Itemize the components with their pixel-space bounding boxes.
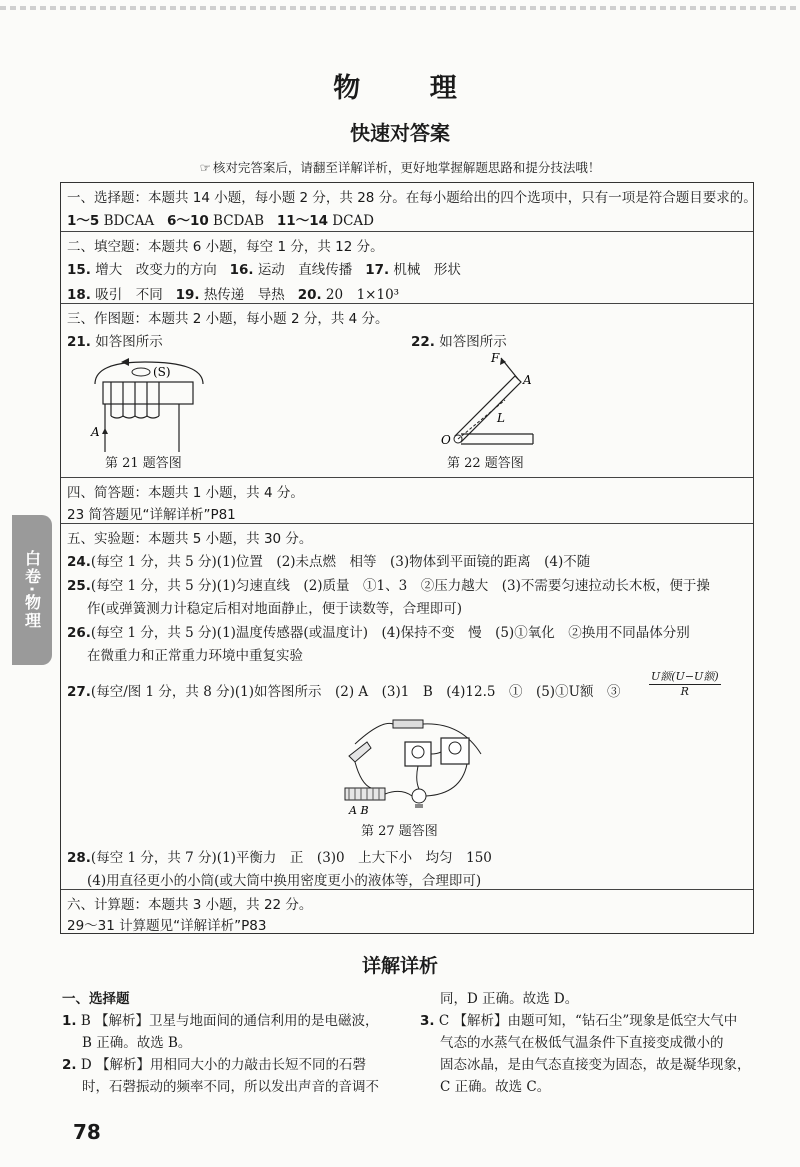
answer-value: 吸引 不同	[95, 287, 163, 303]
detail-q3	[420, 1010, 760, 1032]
section-header: 三、作图题：本题共 2 小题，每小题 2 分，共 4 分。	[67, 311, 389, 327]
explanation-text: 时，石磬振动的频率不同，所以发出声音的音调不	[82, 1079, 379, 1095]
explanation-text: 固态冰晶，是由气态直接变为固态，故是凝华现象，	[440, 1057, 751, 1073]
q-num: 24.	[67, 554, 91, 570]
section-header: 六、计算题：本题共 3 小题，共 22 分。	[67, 897, 313, 913]
explanation-text: B 正确。故选 B。	[82, 1035, 192, 1051]
q-num: 21.	[67, 334, 91, 350]
answer-value: BDCAA	[103, 213, 155, 229]
detail-title: 详解详析	[361, 955, 438, 977]
tip-line	[0, 158, 800, 176]
answer-value: 运动 直线传播	[257, 262, 353, 278]
answer-line: 23 简答题见“详解详析”P81	[67, 507, 236, 523]
fraction-denominator: R	[680, 685, 689, 698]
q-num: 1.	[62, 1013, 77, 1029]
answer-line	[67, 680, 620, 700]
q-num: 19.	[175, 287, 200, 303]
section-experiment	[61, 523, 753, 889]
answer-line: 29～31 计算题见“详解详析”P83	[67, 918, 267, 934]
detail-left-column	[62, 988, 402, 1098]
figure-22-label-l: L	[497, 411, 505, 425]
explanation-text: 同，D 正确。故选 D。	[440, 991, 579, 1007]
answer-line	[67, 330, 163, 350]
q-num: 15.	[67, 262, 91, 278]
detail-q2	[62, 1054, 402, 1076]
figure-21-label-s: (S)	[153, 365, 171, 379]
explanation-text: B 【解析】卫星与地面间的通信利用的是电磁波，	[80, 1013, 379, 1029]
answer-line: 作(或弹簧测力计稳定后相对地面静止，便于读数等，合理即可)	[87, 601, 463, 617]
q-num: 27.	[67, 684, 91, 700]
q-num: 25.	[67, 578, 91, 594]
answer-line	[67, 258, 461, 278]
q-num: 28.	[67, 850, 91, 866]
answer-value: (每空 1 分，共 5 分)(1)温度传感器(或温度计) (4)保持不变 慢 (5)①氧化 ②换用不同晶体分别	[90, 625, 690, 641]
answer-line	[67, 846, 492, 866]
figure-27-label-ab: A B	[349, 804, 369, 817]
figure-22-label-o: O	[441, 433, 451, 447]
range-label: 6～10	[167, 213, 209, 229]
section-header: 二、填空题：本题共 6 小题，每空 1 分，共 12 分。	[67, 239, 384, 255]
answer-line	[411, 330, 507, 350]
section-choice	[61, 183, 757, 231]
range-label: 1～5	[67, 213, 100, 229]
answer-line	[67, 574, 710, 594]
answer-value: DCAD	[332, 213, 375, 229]
explanation-text: C 【解析】由题可知，“钻石尘”现象是低空大气中	[438, 1013, 738, 1029]
section-header: 一、选择题：本题共 14 小题，每小题 2 分，共 28 分。在每小题给出的四个选项中，只有一项是符合题目要求的。	[67, 190, 757, 206]
detail-q1	[62, 1010, 402, 1032]
answer-table	[60, 182, 757, 934]
pointing-hand-icon: ☞	[199, 160, 211, 175]
figure-27-caption: 第 27 题答图	[361, 824, 438, 839]
range-label: 11～14	[276, 213, 328, 229]
q-num: 22.	[411, 334, 435, 350]
answer-value: (每空 1 分，共 5 分)(1)匀速直线 (2)质量 ①1、3 ②压力越大 (3)不需要匀速拉动长木板，便于操	[90, 578, 710, 594]
q-num: 16.	[229, 262, 254, 278]
figure-22-label-a: A	[523, 373, 532, 387]
side-tab: 白卷·物理	[12, 515, 52, 665]
answer-value: (每空 1 分，共 5 分)(1)位置 (2)未点燃 相等 (3)物体到平面镜的距离 (4)不随	[90, 554, 591, 570]
section-header: 五、实验题：本题共 5 小题，共 30 分。	[67, 531, 313, 547]
q-num: 17.	[365, 262, 390, 278]
answer-line	[67, 283, 399, 303]
q-num: 26.	[67, 625, 91, 641]
figure-21-solenoid	[85, 354, 225, 454]
section-calculation	[61, 889, 753, 933]
section-fill	[61, 231, 753, 303]
page-number: 78	[73, 1120, 101, 1144]
answer-line	[67, 621, 690, 641]
answer-line: 在微重力和正常重力环境中重复实验	[87, 648, 303, 664]
answer-line	[67, 209, 374, 229]
q-num: 2.	[62, 1057, 77, 1073]
q-num: 3.	[420, 1013, 435, 1029]
explanation-text: 气态的水蒸气在极低气温条件下直接变成微小的	[440, 1035, 724, 1051]
answer-value: 机械 形状	[393, 262, 461, 278]
explanation-text: C 正确。故选 C。	[440, 1079, 551, 1095]
explanation-text: D 【解析】用相同大小的力敲击长短不同的石磬	[80, 1057, 366, 1073]
answer-line: (4)用直径更小的小筒(或大筒中换用密度更小的液体等，合理即可)	[87, 873, 482, 889]
figure-21-caption: 第 21 题答图	[105, 456, 182, 471]
detail-section-header: 一、选择题	[62, 991, 130, 1007]
figure-21-label-a: A	[91, 425, 100, 439]
answer-value: (每空/图 1 分，共 8 分)(1)如答图所示 (2) A (3)1 B (4)12.5 ① (5)①U额 ③	[90, 684, 621, 700]
figure-22-caption: 第 22 题答图	[447, 456, 524, 471]
tip-text: 核对完答案后，请翻至详解详析，更好地掌握解题思路和提分技法哦！	[212, 160, 601, 175]
answer-value: 增大 改变力的方向	[95, 262, 217, 278]
q-num: 18.	[67, 287, 91, 303]
answer-value: BCDAB	[213, 213, 265, 229]
answer-value: 如答图所示	[439, 334, 507, 350]
section-short-answer	[61, 477, 753, 523]
section-drawing	[61, 303, 753, 477]
q-num: 20.	[297, 287, 322, 303]
answer-line	[67, 550, 590, 570]
answer-value: (每空 1 分，共 7 分)(1)平衡力 正 (3)0 上大下小 均匀 150	[90, 850, 492, 866]
answer-value: 20 1×10³	[325, 287, 400, 303]
figure-27-circuit	[341, 714, 491, 818]
fraction	[649, 668, 721, 698]
top-border	[0, 6, 800, 10]
answer-value: 如答图所示	[95, 334, 163, 350]
answer-value: 热传递 导热	[203, 287, 285, 303]
section-header: 四、简答题：本题共 1 小题，共 4 分。	[67, 485, 304, 501]
fraction-numerator: U额(U−U额)	[651, 670, 719, 683]
figure-22-label-f: F	[491, 352, 500, 365]
detail-right-column	[420, 988, 760, 1098]
figure-22-lever	[429, 352, 549, 452]
page-subtitle: 快速对答案	[350, 121, 450, 145]
page-title: 物 理	[333, 73, 487, 104]
